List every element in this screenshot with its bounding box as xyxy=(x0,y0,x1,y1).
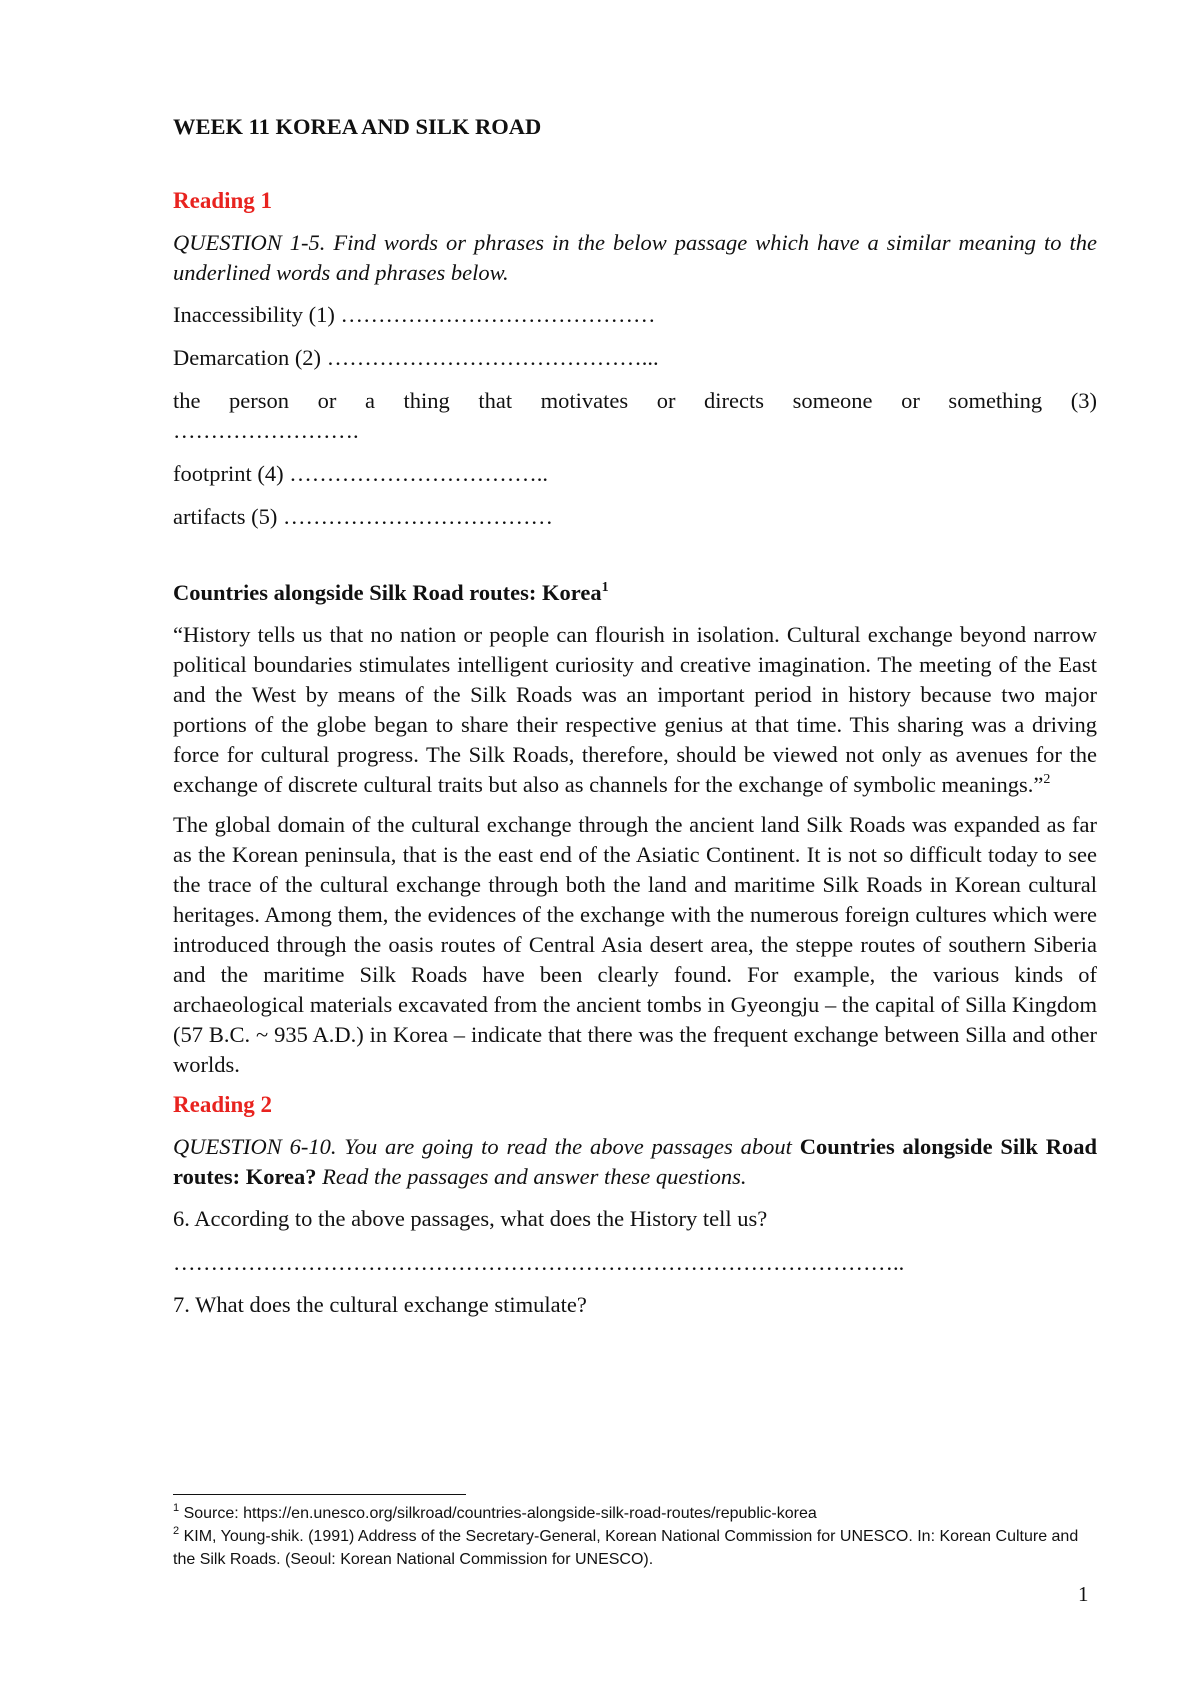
question-6-10-instructions xyxy=(173,1132,1097,1192)
answer-blank: …………………………………… xyxy=(340,302,656,327)
question-6: 6. According to the above passages, what does the History tell us? xyxy=(173,1206,768,1231)
vocab-label: footprint (4) xyxy=(173,461,284,486)
vocab-item-4 xyxy=(173,459,1097,489)
reading-2-heading: Reading 2 xyxy=(173,1092,273,1117)
vocab-item-5 xyxy=(173,502,1097,532)
vocab-item-2 xyxy=(173,343,1097,373)
footnote-separator xyxy=(173,1494,466,1495)
question-bold: Countries alongside Silk Road routes: Korea? xyxy=(173,1134,1097,1189)
question-7: 7. What does the cultural exchange stimulate? xyxy=(173,1292,587,1317)
answer-blank-6: …………………………………………………………………………………….. xyxy=(173,1250,905,1275)
footnote-number: 2 xyxy=(173,1524,180,1537)
vocab-item-3 xyxy=(173,386,1097,416)
vocab-item-1 xyxy=(173,300,1097,330)
footnote-ref-1[interactable]: 1 xyxy=(601,579,609,595)
answer-blank: …………………………….. xyxy=(289,461,548,486)
passage-title-text: Countries alongside Silk Road routes: Korea xyxy=(173,580,602,605)
quote-text: “History tells us that no nation or people can flourish in isolation. Cultural exchange beyond narrow political boundaries stimulates intelligent curiosity and creative imagination. The meeting of the East and the West by means of the Silk Roads was an important period in history because two major portions of the globe began to share their respective genius at that time. This sharing was a driving force for cultural progress. The Silk Roads, therefore, should be viewed not only as avenues for the exchange of discrete cultural traits but also as channels for the exchange of symbolic meanings.” xyxy=(173,622,1097,797)
passage-title xyxy=(173,578,1097,608)
reading-1-heading: Reading 1 xyxy=(173,188,273,213)
passage-quote-paragraph xyxy=(173,620,1097,800)
footnote-ref-2[interactable]: 2 xyxy=(1043,771,1051,787)
footnote-number: 1 xyxy=(173,1501,180,1514)
page-title: WEEK 11 KOREA AND SILK ROAD xyxy=(173,114,542,139)
vocab-label: artifacts (5) xyxy=(173,504,278,529)
question-1-5-instructions: QUESTION 1-5. Find words or phrases in the below passage which have a similar meaning to the underlined words and phrases below. xyxy=(173,230,1097,285)
vocab-label: the person or a thing that motivates or directs someone or something (3) xyxy=(173,388,1097,413)
footnote-text: KIM, Young-shik. (1991) Address of the Secretary-General, Korean National Commission for UNESCO. In: Korean Culture and the Silk Roads. (Seoul: Korean National Commission for UNESCO). xyxy=(173,1528,1079,1568)
footnote-1 xyxy=(173,1502,1093,1525)
page-number: 1 xyxy=(1078,1582,1089,1606)
answer-blank: ……………………………………... xyxy=(326,345,659,370)
answer-blank: ……………………………… xyxy=(282,504,553,529)
answer-blank: ……………………. xyxy=(173,418,359,443)
document-page xyxy=(173,112,1097,1332)
question-suffix: Read the passages and answer these questions. xyxy=(316,1164,747,1189)
vocab-item-3-blank xyxy=(173,416,1097,446)
footnotes xyxy=(173,1502,1093,1571)
footnote-2 xyxy=(173,1525,1093,1571)
vocab-label: Inaccessibility (1) xyxy=(173,302,335,327)
passage-paragraph-2: The global domain of the cultural exchange through the ancient land Silk Roads was expanded as far as the Korean peninsula, that is the east end of the Asiatic Continent. It is not so difficult today to see the trace of the cultural exchange through both the land and maritime Silk Roads in Korean cultural heritages. Among them, the evidences of the exchange with the numerous foreign cultures which were introduced through the oasis routes of Central Asia desert area, the steppe routes of southern Siberia and the maritime Silk Roads have been clearly found. For example, the various kinds of archaeological materials excavated from the ancient tombs in Gyeongju – the capital of Silla Kingdom (57 B.C. ~ 935 A.D.) in Korea – indicate that there was the frequent exchange between Silla and other worlds. xyxy=(173,812,1097,1077)
footnote-text: Source: https://en.unesco.org/silkroad/countries-alongside-silk-road-routes/republic-korea xyxy=(179,1505,817,1522)
question-prefix: QUESTION 6-10. You are going to read the above passages about xyxy=(173,1134,800,1159)
vocab-label: Demarcation (2) xyxy=(173,345,322,370)
